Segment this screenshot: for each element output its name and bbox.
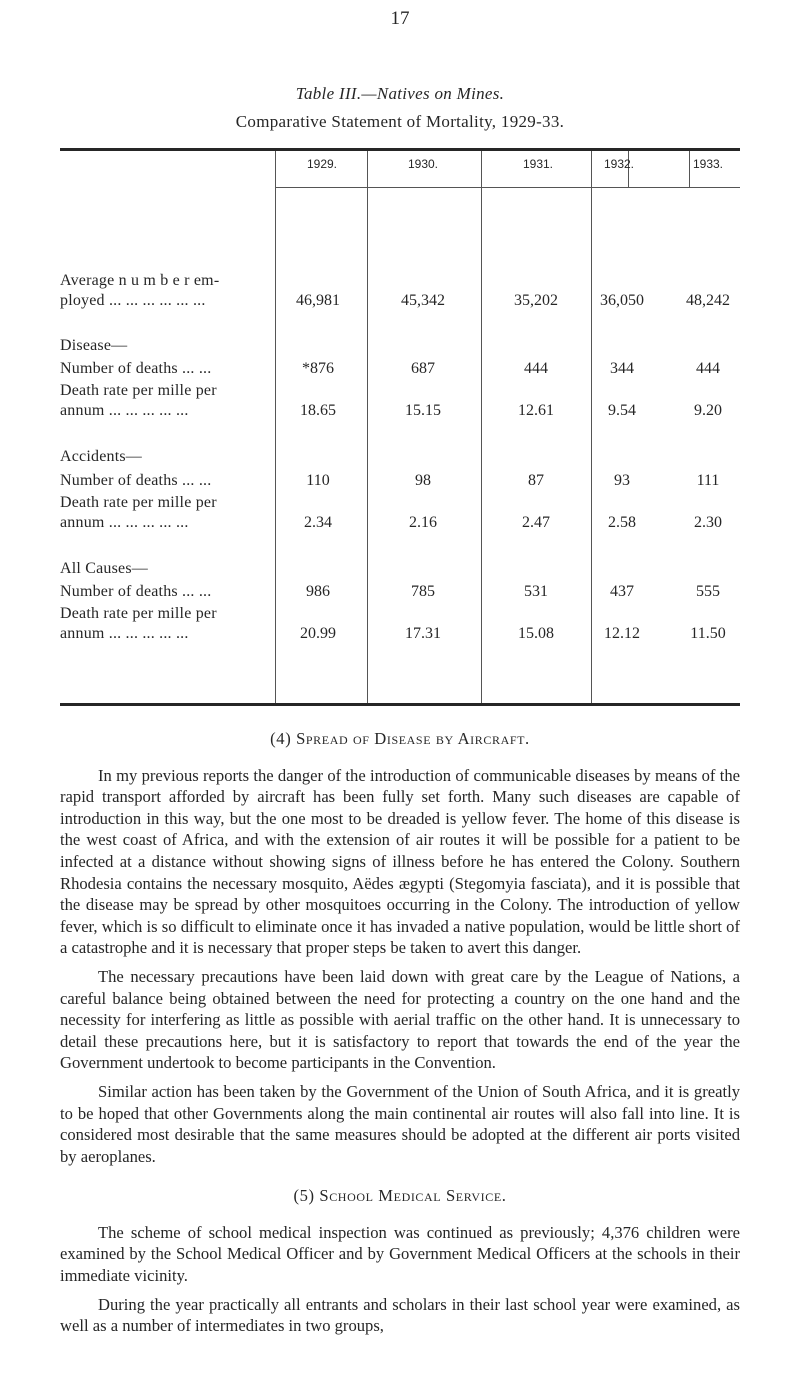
column-divider	[367, 151, 368, 703]
body-text	[60, 728, 740, 1344]
cell-disease-deaths: 687	[411, 360, 435, 377]
year-header: 1932.	[603, 157, 635, 171]
cell-disease-rate: 9.54	[608, 402, 636, 419]
cell-accident-deaths: 93	[614, 472, 630, 489]
cell-all-deaths: 986	[306, 583, 330, 600]
cell-all-rate: 11.50	[690, 625, 726, 642]
column-divider	[275, 151, 276, 703]
paragraph: The necessary precautions have been laid down with great care by the League of Nations, a careful balance being obtained between the need for protecting a country on the one hand and the necessity for interfering as little as possible with aerial traffic on the other hand. It is unnecessary to detail these precautions here, but it is satisfactory to report that towards the end of the year the Government undertook to become participants in the Convention.	[60, 966, 740, 1073]
page-number: 17	[390, 8, 410, 29]
table-top-rule	[60, 148, 740, 151]
cell-disease-deaths: 444	[696, 360, 720, 377]
cell-employed: 45,342	[401, 292, 445, 309]
row-label-death-rate: Death rate per mille per	[60, 382, 217, 399]
cell-accident-deaths: 110	[306, 472, 330, 489]
section-label-accidents: Accidents—	[60, 448, 142, 465]
table-header-rule	[275, 187, 740, 188]
table-caption: Table III.—Natives on Mines.	[295, 84, 505, 103]
cell-accident-rate: 2.47	[522, 514, 550, 531]
row-label-deaths: Number of deaths ... ...	[60, 583, 212, 600]
section-number: (5)	[293, 1186, 315, 1206]
cell-disease-deaths: 344	[610, 360, 634, 377]
cell-employed: 46,981	[296, 292, 340, 309]
cell-disease-deaths: 444	[524, 360, 548, 377]
paragraph: During the year practically all entrants and scholars in their last school year were examined, as well as a number of intermediates in two groups,	[60, 1294, 740, 1336]
section-number: (4)	[270, 729, 292, 748]
year-header: 1929.	[306, 157, 338, 171]
table-subcaption: Comparative Statement of Mortality, 1929-33.	[235, 112, 565, 131]
row-label-death-rate: Death rate per mille per	[60, 605, 217, 622]
cell-employed: 35,202	[514, 292, 558, 309]
section-heading-school	[60, 1185, 740, 1207]
row-label-death-rate-cont: annum ... ... ... ... ...	[60, 625, 189, 642]
row-label-deaths: Number of deaths ... ...	[60, 360, 212, 377]
cell-accident-rate: 2.16	[409, 514, 437, 531]
cell-disease-rate: 18.65	[300, 402, 336, 419]
cell-accident-rate: 2.30	[694, 514, 722, 531]
cell-employed: 48,242	[686, 292, 730, 309]
row-label-death-rate-cont: annum ... ... ... ... ...	[60, 514, 189, 531]
mortality-table	[60, 148, 740, 706]
section-title: School Medical Service.	[319, 1186, 507, 1206]
paragraph: The scheme of school medical inspection was continued as previously; 4,376 children were examined by the School Medical Officer and by Government Medical Officers at the schools in their immediate vicinity.	[60, 1222, 740, 1286]
cell-all-deaths: 785	[411, 583, 435, 600]
year-header: 1930.	[407, 157, 439, 171]
cell-all-rate: 15.08	[518, 625, 554, 642]
cell-accident-rate: 2.58	[608, 514, 636, 531]
cell-disease-rate: 9.20	[694, 402, 722, 419]
cell-disease-rate: 12.61	[518, 402, 554, 419]
cell-all-deaths: 437	[610, 583, 634, 600]
row-label-deaths: Number of deaths ... ...	[60, 472, 212, 489]
section-title: Spread of Disease by Aircraft.	[296, 729, 530, 748]
cell-accident-rate: 2.34	[304, 514, 332, 531]
cell-all-rate: 17.31	[405, 625, 441, 642]
cell-accident-deaths: 111	[696, 472, 720, 489]
paragraph: In my previous reports the danger of the introduction of communicable diseases by means of the rapid transport afforded by aircraft has been fully set forth. Many such diseases are capable of introduction in this way, but the one most to be dreaded is yellow fever. The home of this disease is the west coast of Africa, and with the extension of air routes it will be possible for a patient to be infected at a distance without showing signs of illness before he has entered the Colony. Southern Rhodesia contains the necessary mosquito, Aëdes ægypti (Stegomyia fasciata), and it is possible that the disease may be spread by other mosquitoes occurring in the Colony. The introduction of yellow fever, which is so difficult to eliminate once it has invaded a native population, would be little short of a catastrophe and it is necessary that proper steps be taken to avert this danger.	[60, 765, 740, 958]
year-header: 1933.	[692, 157, 724, 171]
section-label-all-causes: All Causes—	[60, 560, 148, 577]
cell-accident-deaths: 87	[528, 472, 544, 489]
row-label-death-rate: Death rate per mille per	[60, 494, 217, 511]
cell-employed: 36,050	[600, 292, 644, 309]
cell-all-deaths: 555	[696, 583, 720, 600]
cell-all-rate: 12.12	[604, 625, 640, 642]
cell-accident-deaths: 98	[415, 472, 431, 489]
paragraph: Similar action has been taken by the Government of the Union of South Africa, and it is greatly to be hoped that other Governments along the main continental air routes will also fall into line. It is considered most desirable that the same measures should be adopted at the different air ports visited by aeroplanes.	[60, 1081, 740, 1166]
row-label-death-rate-cont: annum ... ... ... ... ...	[60, 402, 189, 419]
cell-disease-rate: 15.15	[405, 402, 441, 419]
column-divider	[481, 151, 482, 703]
cell-all-deaths: 531	[524, 583, 548, 600]
column-divider	[591, 151, 592, 703]
table-bottom-rule	[60, 703, 740, 706]
row-label-average-employed-cont: ployed ... ... ... ... ... ...	[60, 292, 206, 309]
cell-disease-deaths: *876	[302, 360, 334, 377]
cell-all-rate: 20.99	[300, 625, 336, 642]
row-label-average-employed: Average n u m b e r em-	[60, 272, 220, 289]
section-label-disease: Disease—	[60, 337, 128, 354]
section-heading-aircraft	[60, 728, 740, 750]
year-header: 1931.	[522, 157, 554, 171]
